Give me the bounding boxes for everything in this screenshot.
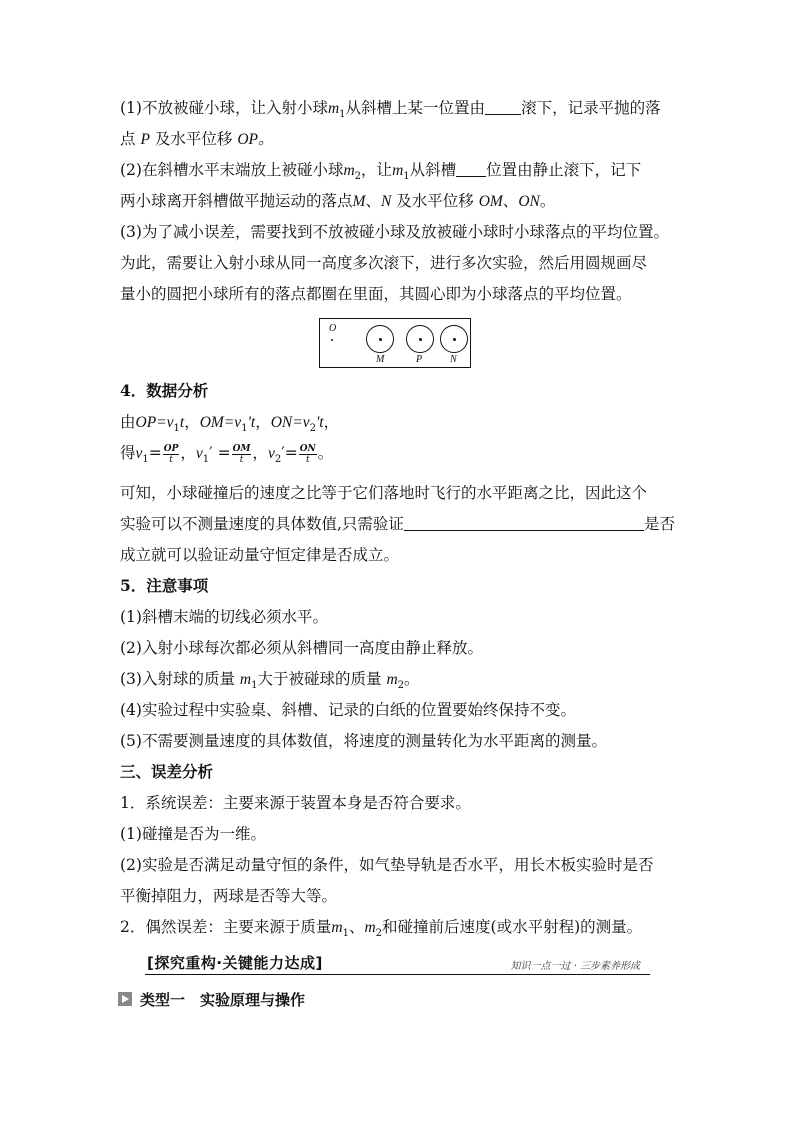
text-span: 大于被碰球的质量 [257,670,382,688]
circle-p [406,325,434,353]
math-symbol: m [331,919,343,936]
text-span: 滚下，记录平抛的落 [521,99,661,117]
label-m: M [376,354,385,365]
text-span: 和碰撞前后速度(或水平射程)的测量。 [382,918,643,936]
fraction-om-t [232,444,252,465]
formula-line-2: 得$v_1=$ $\frac{OP}{t}$ ，$v_1'$ = $\frac{OM}{t}$ ，$v_2'=$ $\frac{ON}{t}$ 。 [120,443,334,466]
error-line-5 [120,917,642,944]
math-symbol: = [148,444,162,462]
note-1: (1)斜槽末端的切线必须水平。 [120,608,328,626]
center-dot [453,338,456,341]
banner-subtitle: 知识一点一过 · 三步素养形成 [510,961,640,972]
text-span: 位置由静止滚下，记下 [486,161,642,179]
note-2: (2)入射小球每次都必须从斜槽同一高度由静止释放。 [120,639,483,657]
text-span: 两小球离开斜槽做平抛运动的落点 [120,192,353,210]
text-span: 点 [120,130,136,148]
denominator: t [305,454,310,465]
math-symbol: ′ = [209,444,231,462]
math-symbol: m [343,162,355,179]
subscript: 1 [251,680,258,692]
subscript: 2 [397,680,405,692]
math-symbol: M [352,193,366,210]
heading-data-analysis: 4．数据分析 [120,381,209,400]
text-span: ，让 [361,161,393,179]
type-heading [118,988,305,1010]
fraction-op-t [163,444,180,465]
text-span: 及水平位移 [396,192,474,210]
play-icon [118,992,132,1006]
text-line-5: (3)为了减小误差，需要找到不放被碰小球及放被碰小球时小球落点的平均位置。 [120,223,669,241]
math-symbol: m [239,671,252,688]
text-span: 由 [120,413,136,431]
section-banner [145,952,650,975]
text-line-2 [120,129,273,150]
subscript: 1 [241,423,248,435]
text-line-1 [120,98,661,125]
origin-dot [331,339,333,341]
text-line-3 [120,160,641,187]
math-symbol: 't [315,414,324,431]
formula-line-1 [120,412,339,439]
text-span: 、 [502,192,519,210]
subscript: 1 [202,454,210,466]
heading-notes: 5．注意事项 [120,576,209,595]
text-line-6: 为此，需要让入射小球从同一高度多次滚下，进行多次实验，然后用圆规画尽 [120,254,648,272]
math-symbol: OP。 [237,131,274,148]
error-line-3: (2)实验是否满足动量守恒的条件，如气垫导轨是否水平，用长木板实验时是否 [120,856,654,874]
math-symbol: 't [247,414,256,431]
error-line-4: 平衡掉阻力，两球是否等大等。 [120,887,338,905]
note-4: (4)实验过程中实验桌、斜槽、记录的白纸的位置要始终保持不变。 [120,701,576,719]
type-heading-text: 类型一 实验原理与操作 [140,990,306,1009]
subscript: 1 [142,454,149,466]
text-line-p3: 成立就可以验证动量守恒定律是否成立。 [120,546,400,564]
math-symbol: ON [518,193,540,210]
subscript: 2 [274,454,282,466]
text-line-p1: 可知，小球碰撞后的速度之比等于它们落地时飞行的水平距离之比，因此这个 [120,484,648,502]
text-span: 、 [348,918,365,936]
math-symbol: ′= [281,444,298,462]
text-span: ， [255,413,271,431]
math-symbol: P [140,131,150,148]
note-5: (5)不需要测量速度的具体数值，将速度的测量转化为水平距离的测量。 [120,732,607,750]
math-symbol: N [380,193,392,210]
denominator: t [239,454,244,465]
denominator: t [169,454,173,465]
text-span: 是否 [643,515,675,533]
numerator: OP [163,443,179,454]
math-symbol: m [392,162,404,179]
text-span: 从斜槽 [409,161,457,179]
text-span: (2)在斜槽水平末端放上被碰小球 [120,161,344,179]
fill-blank [485,100,521,115]
math-symbol: m [386,671,398,688]
text-span: 、 [365,192,381,210]
center-dot [379,338,382,341]
math-symbol: OM=v [199,414,242,431]
fill-blank [404,516,644,531]
math-symbol: v [135,445,143,462]
text-span: 及水平位移 [154,130,233,148]
label-p: P [416,354,423,365]
fill-blank [456,162,486,177]
text-span: 2．偶然误差：主要来源于质量 [120,918,332,936]
label-n: N [450,354,457,365]
subscript: 1 [403,171,410,183]
text-line-4 [120,191,555,212]
numerator: OM [232,443,251,454]
subscript: 1 [173,423,180,435]
math-symbol: t [179,414,185,431]
math-symbol: m [364,919,376,936]
numerator: ON [299,443,316,454]
landing-points-diagram [319,318,471,368]
note-3 [120,669,420,696]
subscript: 2 [375,928,383,940]
text-line-p2 [120,514,675,534]
error-line-2: (1)碰撞是否为一维。 [120,825,266,843]
text-span: (3)入射球的质量 [120,670,235,688]
subscript: 2 [354,171,362,183]
circle-m [366,325,394,353]
heading-error-analysis: 三、误差分析 [120,762,214,781]
math-symbol: v [195,445,203,462]
text-span: 从斜槽上某一位置由 [345,99,486,117]
math-symbol: OM [478,193,503,210]
math-symbol: v [267,445,275,462]
error-line-1: 1．系统误差：主要来源于装置本身是否符合要求。 [120,794,471,812]
subscript: 2 [309,423,316,435]
subscript: 1 [342,928,349,940]
math-symbol: OP=v [135,414,174,431]
fraction-on-t [299,444,317,465]
text-span: 得 [120,444,136,462]
math-symbol: m [327,100,340,117]
center-dot [419,338,422,341]
text-span: 实验可以不测量速度的具体数值,只需验证 [120,515,404,533]
origin-label: O [329,323,337,334]
math-symbol: ON=v [270,414,310,431]
text-span: (1)不放被碰小球，让入射小球 [120,99,328,117]
subscript: 1 [339,109,346,121]
text-span: 。 [404,670,420,688]
text-span: ， [184,413,200,431]
text-span: 。 [317,444,334,462]
text-line-7: 量小的圆把小球所有的落点都圈在里面，其圆心即为小球落点的平均位置。 [120,285,632,303]
text-span: 。 [539,192,556,210]
banner-title: [探究重构·关键能力达成] [147,954,323,972]
circle-n [440,325,468,353]
text-span: ， [323,413,340,431]
